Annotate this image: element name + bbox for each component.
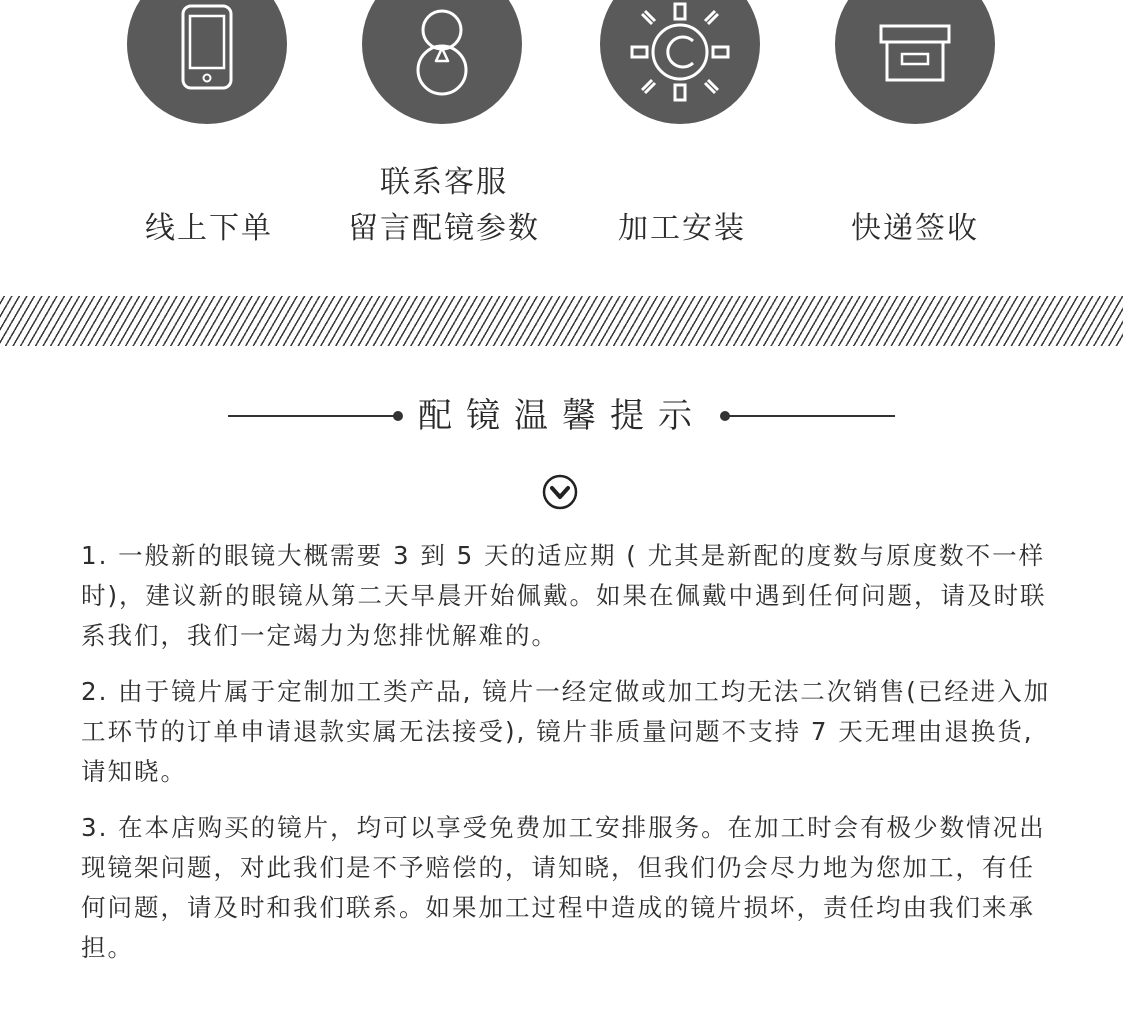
- tip-item: 2. 由于镜片属于定制加工类产品, 镜片一经定做或加工均无法二次销售(已经进入加工环节的订单申请退款实属无法接受), 镜片非质量问题不支持 7 天无理由退换货, 请知晓。: [81, 677, 1051, 786]
- customer-service-icon: [362, 0, 522, 124]
- step-label-contact-service: 联系客服: [380, 165, 508, 200]
- tip-item: 1. 一般新的眼镜大概需要 3 到 5 天的适应期 ( 尤其是新配的度数与原度数不一样时)，建议新的眼镜从第二天早晨开始佩戴。如果在佩戴中遇到任何问题，请及时联系我们，我们一定竭力为您排忧解难的。: [81, 541, 1047, 650]
- step-label-leave-params: 留言配镜参数: [348, 211, 540, 246]
- tip-item: 3. 在本店购买的镜片，均可以享受免费加工安排服务。在加工时会有极少数情况出现镜架问题，对此我们是不予赔偿的，请知晓，但我们仍会尽力地为您加工，有任何问题，请及时和我们联系。如果加工过程中造成的镜片损坏，责任均由我们来承担。: [81, 813, 1046, 962]
- step-label-processing: 加工安装: [618, 211, 746, 246]
- chevron-down-circle-icon: [541, 473, 579, 511]
- section-title: 配镜温馨提示: [418, 396, 706, 436]
- title-rule-left: [228, 415, 396, 417]
- tips-list: [81, 536, 1051, 984]
- step-label-order-online: 线上下单: [145, 211, 273, 246]
- phone-icon: [127, 0, 287, 124]
- title-rule-right: [728, 415, 895, 417]
- step-label-delivery: 快递签收: [851, 211, 979, 246]
- title-dot-left: [393, 411, 403, 421]
- process-steps: [0, 0, 1123, 265]
- hatched-divider: [0, 296, 1123, 346]
- section-header: [0, 392, 1123, 442]
- box-icon: [835, 0, 995, 124]
- sun-gear-icon: [600, 0, 760, 124]
